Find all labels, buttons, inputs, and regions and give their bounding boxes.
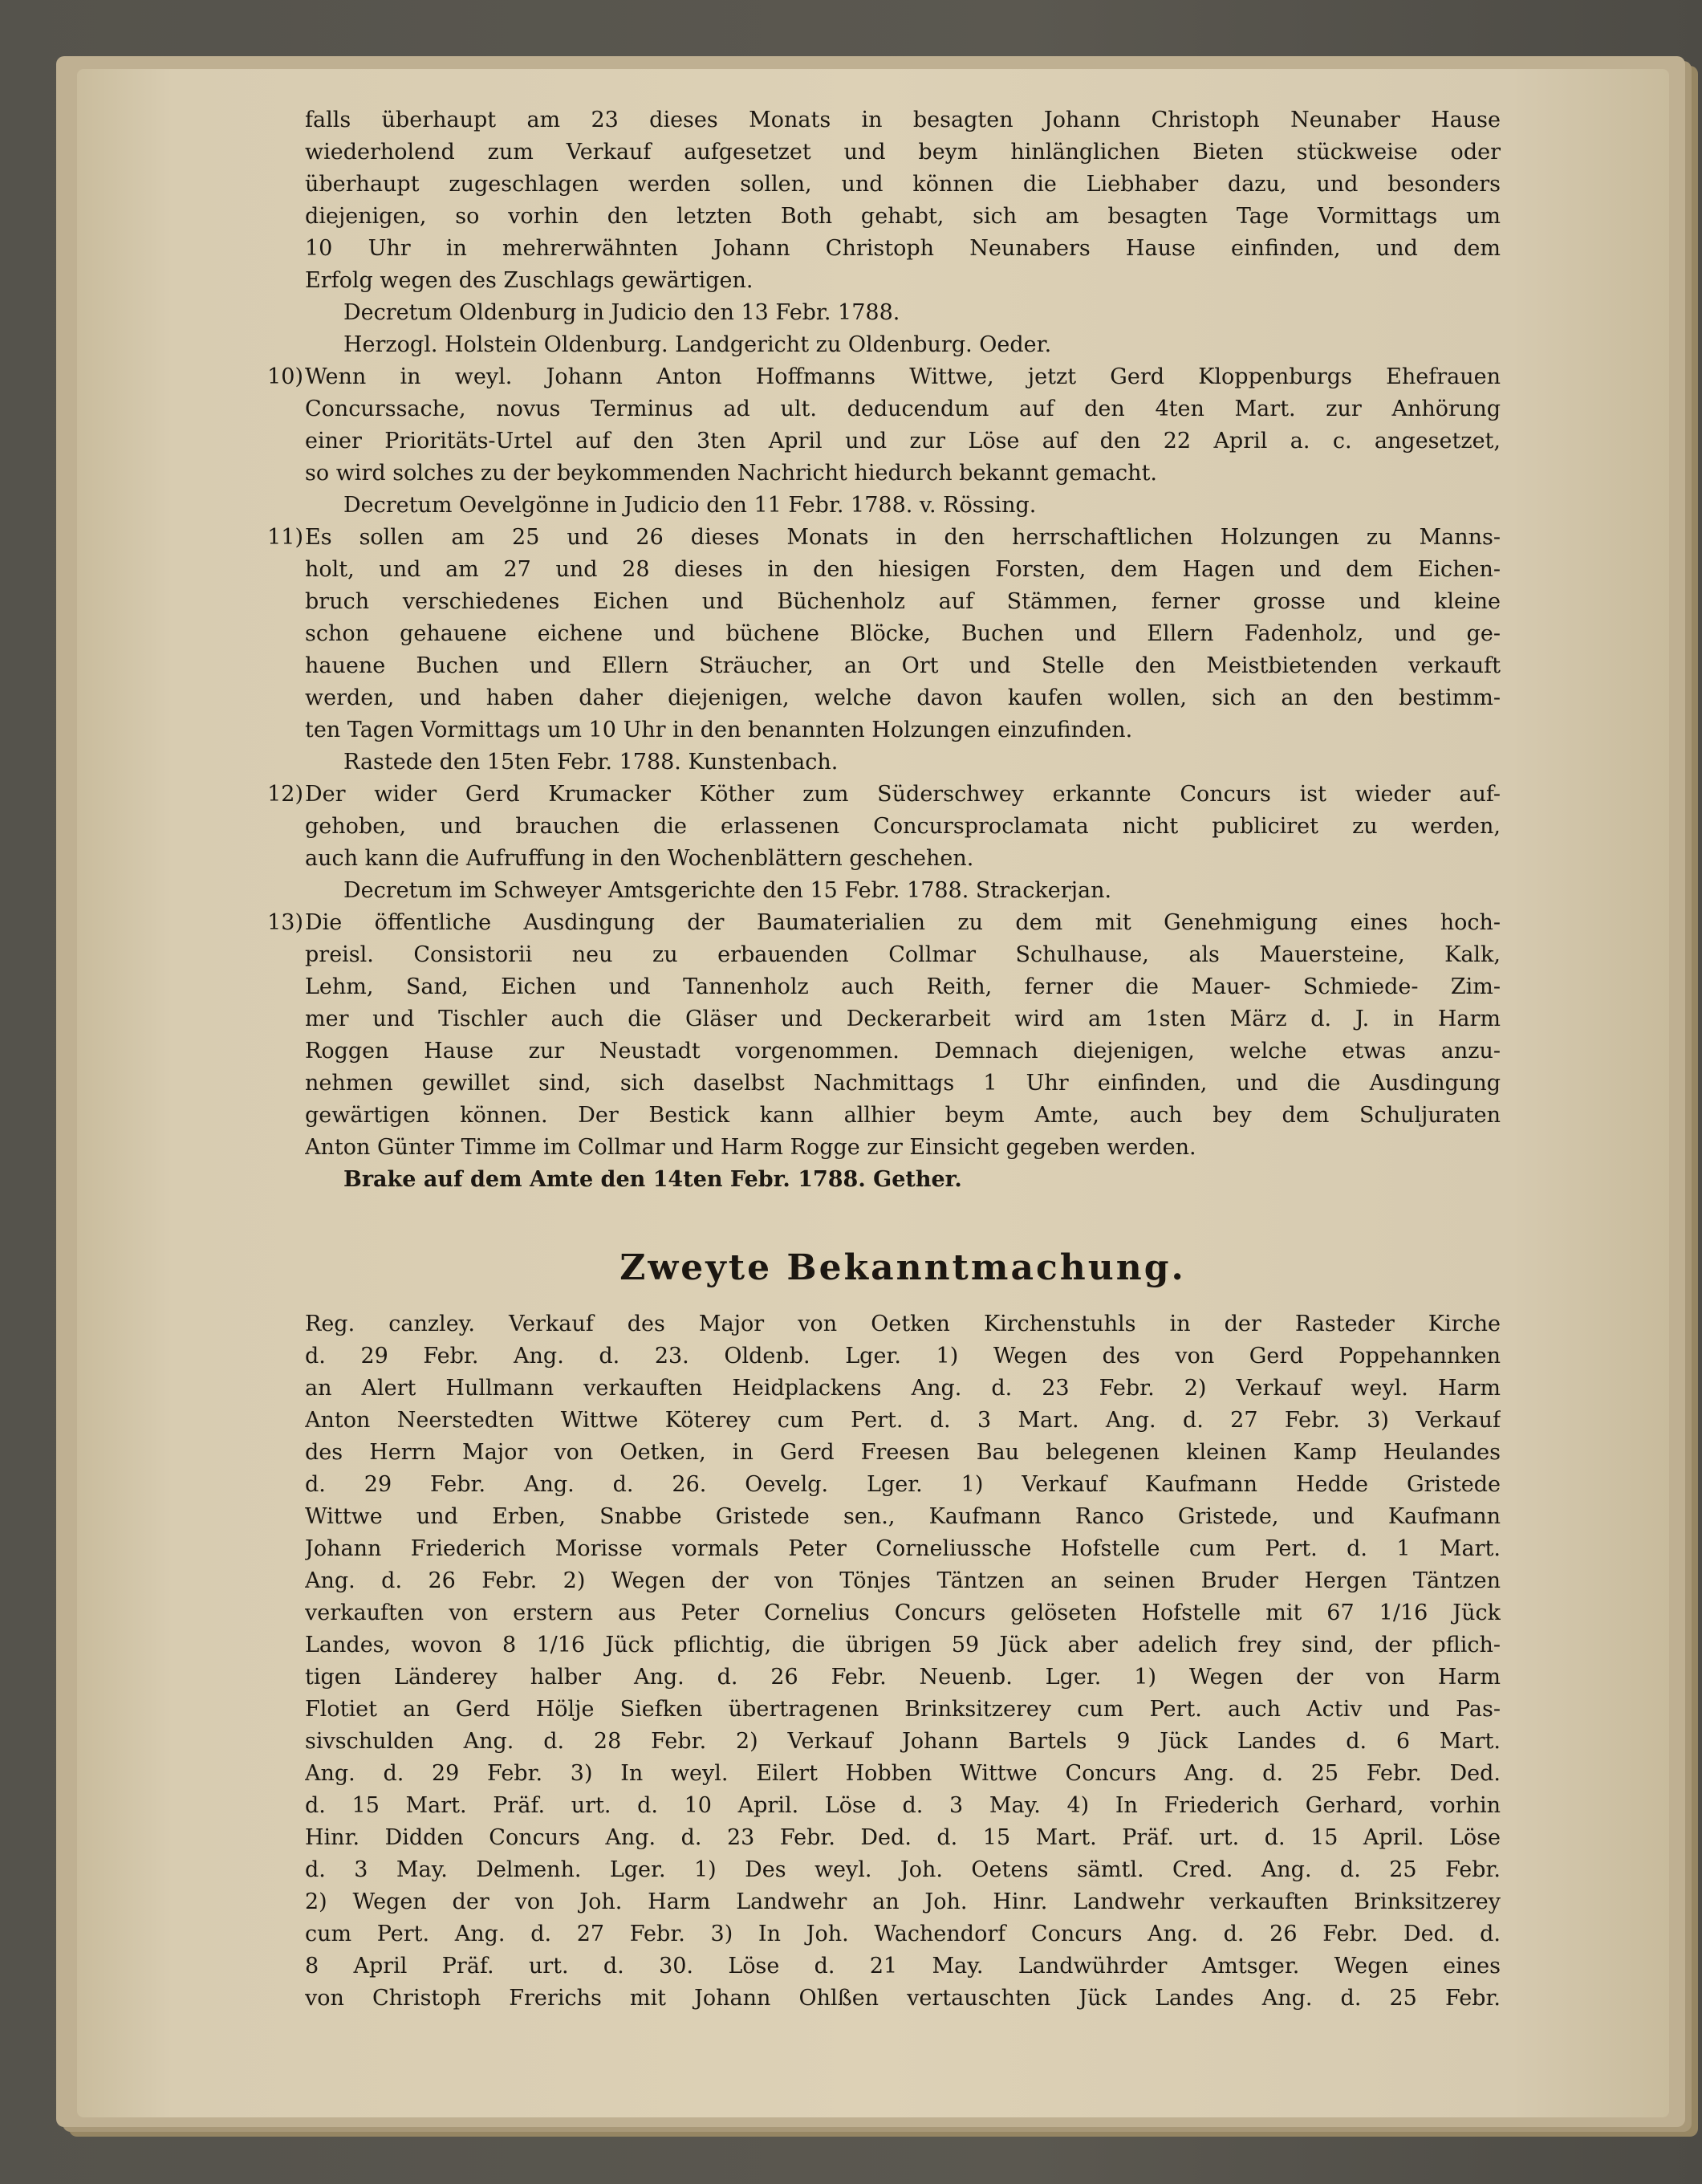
text-line: Wenn in weyl. Johann Anton Hoffmanns Wittwe, jetzt Gerd Kloppenburgs Ehefrauen — [305, 364, 1501, 389]
text-line: gewärtigen können. Der Bestick kann allhier beym Amte, auch bey dem Schuljuraten — [305, 1103, 1501, 1128]
text-line: einer Prioritäts-Urtel auf den 3ten April und zur Löse auf den 22 April a. c. angesetzet, — [305, 429, 1501, 453]
paragraph-number: 11) — [267, 525, 303, 550]
text-line: Reg. canzley. Verkauf des Major von Oetken Kirchenstuhls in der Rasteder Kirche — [305, 1312, 1501, 1336]
text-line: nehmen gewillet sind, sich daselbst Nachmittags 1 Uhr einfinden, und die Ausdingung — [305, 1071, 1501, 1096]
text-line: wiederholend zum Verkauf aufgesetzet und beym hinlänglichen Bieten stückweise oder — [305, 140, 1501, 165]
text-line: Der wider Gerd Krumacker Köther zum Süderschwey erkannte Concurs ist wieder auf- — [305, 782, 1501, 807]
signature-line: Decretum Oevelgönne in Judicio den 11 Febr. 1788. v. Rössing. — [343, 493, 1037, 518]
text-line: tigen Länderey halber Ang. d. 26 Febr. Neuenb. Lger. 1) Wegen der von Harm — [305, 1665, 1501, 1690]
text-line: ten Tagen Vormittags um 10 Uhr in den benannten Holzungen einzufinden. — [305, 718, 1133, 742]
text-line: Die öffentliche Ausdingung der Baumaterialien zu dem mit Genehmigung eines hoch- — [305, 910, 1501, 935]
text-line: sivschulden Ang. d. 28 Febr. 2) Verkauf Johann Bartels 9 Jück Landes d. 6 Mart. — [305, 1729, 1501, 1754]
text-line: d. 29 Febr. Ang. d. 23. Oldenb. Lger. 1) Wegen des von Gerd Poppehannken — [305, 1344, 1501, 1369]
text-line: falls überhaupt am 23 dieses Monats in besagten Johann Christoph Neunaber Hause — [305, 108, 1501, 132]
signature-line: Herzogl. Holstein Oldenburg. Landgericht zu Oldenburg. Oeder. — [343, 332, 1052, 357]
text-line: Anton Neerstedten Wittwe Köterey cum Pert. d. 3 Mart. Ang. d. 27 Febr. 3) Verkauf — [305, 1408, 1501, 1433]
section-heading: Zweyte Bekanntmachung. — [619, 1247, 1186, 1288]
text-line: schon gehauene eichene und büchene Blöcke, Buchen und Ellern Fadenholz, und ge- — [305, 621, 1501, 646]
text-line: holt, und am 27 und 28 dieses in den hiesigen Forsten, dem Hagen und dem Eichen- — [305, 557, 1501, 582]
text-line: bruch verschiedenes Eichen und Büchenholz auf Stämmen, ferner grosse und kleine — [305, 589, 1501, 614]
text-line: an Alert Hullmann verkauften Heidplackens Ang. d. 23 Febr. 2) Verkauf weyl. Harm — [305, 1376, 1501, 1401]
text-line: diejenigen, so vorhin den letzten Both gehabt, sich am besagten Tage Vormittags um — [305, 204, 1501, 229]
text-line: mer und Tischler auch die Gläser und Deckerarbeit wird am 1sten März d. J. in Harm — [305, 1007, 1501, 1031]
text-line: des Herrn Major von Oetken, in Gerd Freesen Bau belegenen kleinen Kamp Heulandes — [305, 1440, 1501, 1465]
paragraph-number: 10) — [267, 364, 303, 389]
paragraph-number: 13) — [267, 910, 303, 935]
text-line: Wittwe und Erben, Snabbe Gristede sen., Kaufmann Ranco Gristede, und Kaufmann — [305, 1504, 1501, 1529]
text-line: Roggen Hause zur Neustadt vorgenommen. Demnach diejenigen, welche etwas anzu- — [305, 1039, 1501, 1064]
text-line: 8 April Präf. urt. d. 30. Löse d. 21 May. Landwührder Amtsger. Wegen eines — [305, 1954, 1501, 1979]
text-line: Ang. d. 26 Febr. 2) Wegen der von Tönjes Täntzen an seinen Bruder Hergen Täntzen — [305, 1568, 1501, 1593]
text-line: Lehm, Sand, Eichen und Tannenholz auch Reith, ferner die Mauer- Schmiede- Zim- — [305, 974, 1501, 999]
text-line: preisl. Consistorii neu zu erbauenden Collmar Schulhause, als Mauersteine, Kalk, — [305, 942, 1501, 967]
decree-line: Decretum Oldenburg in Judicio den 13 Febr. 1788. — [343, 300, 900, 325]
text-line: auch kann die Aufruffung in den Wochenblättern geschehen. — [305, 846, 974, 871]
text-line: Es sollen am 25 und 26 dieses Monats in den herrschaftlichen Holzungen zu Manns- — [305, 525, 1501, 550]
text-line: d. 3 May. Delmenh. Lger. 1) Des weyl. Joh. Oetens sämtl. Cred. Ang. d. 25 Febr. — [305, 1857, 1501, 1882]
text-line: werden, und haben daher diejenigen, welche davon kaufen wollen, sich an den bestimm- — [305, 685, 1501, 710]
text-line: Landes, wovon 8 1/16 Jück pflichtig, die übrigen 59 Jück aber adelich frey sind, der pflich- — [305, 1633, 1501, 1657]
text-line: hauene Buchen und Ellern Sträucher, an Ort und Stelle den Meistbietenden verkauft — [305, 653, 1501, 678]
text-line: Concurssache, novus Terminus ad ult. deducendum auf den 4ten Mart. zur Anhörung — [305, 397, 1501, 421]
text-line: Ang. d. 29 Febr. 3) In weyl. Eilert Hobben Wittwe Concurs Ang. d. 25 Febr. Ded. — [305, 1761, 1501, 1786]
signature-line: Decretum im Schweyer Amtsgerichte den 15 Febr. 1788. Strackerjan. — [343, 878, 1112, 903]
signature-line: Brake auf dem Amte den 14ten Febr. 1788. Gether. — [343, 1167, 962, 1192]
text-line: Flotiet an Gerd Hölje Siefken übertragenen Brinksitzerey cum Pert. auch Activ und Pas- — [305, 1697, 1501, 1722]
text-line: Johann Friederich Morisse vormals Peter Corneliussche Hofstelle cum Pert. d. 1 Mart. — [305, 1536, 1501, 1561]
text-line: d. 15 Mart. Präf. urt. d. 10 April. Löse d. 3 May. 4) In Friederich Gerhard, vorhin — [305, 1793, 1501, 1818]
text-line: Hinr. Didden Concurs Ang. d. 23 Febr. Ded. d. 15 Mart. Präf. urt. d. 15 April. Löse — [305, 1825, 1501, 1850]
text-line: verkauften von erstern aus Peter Cornelius Concurs gelöseten Hofstelle mit 67 1/16 Jück — [305, 1600, 1501, 1625]
page-text — [267, 106, 1501, 2097]
text-line: 2) Wegen der von Joh. Harm Landwehr an Joh. Hinr. Landwehr verkauften Brinksitzerey — [305, 1889, 1501, 1914]
text-line: cum Pert. Ang. d. 27 Febr. 3) In Joh. Wachendorf Concurs Ang. d. 26 Febr. Ded. d. — [305, 1922, 1501, 1946]
text-line: gehoben, und brauchen die erlassenen Concursproclamata nicht publiciret zu werden, — [305, 814, 1501, 839]
signature-line: Rastede den 15ten Febr. 1788. Kunstenbach. — [343, 750, 839, 775]
text-line: Erfolg wegen des Zuschlags gewärtigen. — [305, 268, 754, 293]
text-line: Anton Günter Timme im Collmar und Harm Rogge zur Einsicht gegeben werden. — [305, 1135, 1196, 1160]
paragraph-number: 12) — [267, 782, 303, 807]
text-line: von Christoph Frerichs mit Johann Ohlßen vertauschten Jück Landes Ang. d. 25 Febr. — [305, 1986, 1501, 2011]
text-line: 10 Uhr in mehrerwähnten Johann Christoph Neunabers Hause einfinden, und dem — [305, 236, 1501, 261]
text-line: so wird solches zu der beykommenden Nachricht hiedurch bekannt gemacht. — [305, 461, 1158, 486]
text-line: überhaupt zugeschlagen werden sollen, und können die Liebhaber dazu, und besonders — [305, 172, 1501, 197]
text-line: d. 29 Febr. Ang. d. 26. Oevelg. Lger. 1) Verkauf Kaufmann Hedde Gristede — [305, 1472, 1501, 1497]
